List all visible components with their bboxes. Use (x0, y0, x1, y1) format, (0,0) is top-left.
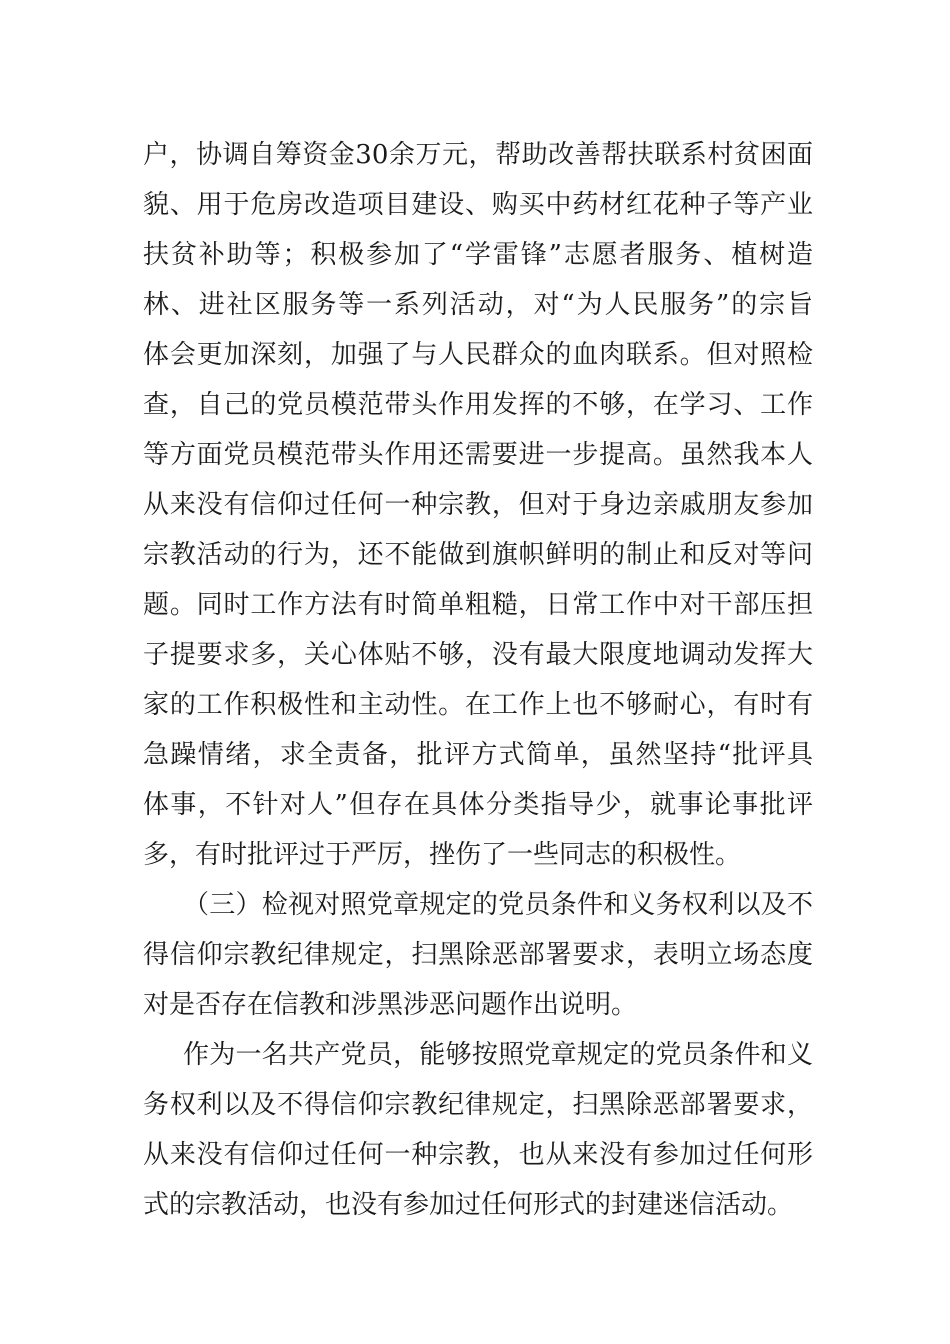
document-body (143, 130, 813, 1230)
text-line: 查，自己的党员模范带头作用发挥的不够，在学习、工作 (143, 390, 813, 420)
text-line: 多，有时批评过于严厉，挫伤了一些同志的积极性。 (143, 840, 742, 870)
text-line: 子提要求多，关心体贴不够，没有最大限度地调动发挥大 (143, 640, 813, 670)
text-line: 貌、用于危房改造项目建设、购买中药材红花种子等产业 (143, 190, 813, 220)
text-line: 式的宗教活动，也没有参加过任何形式的封建迷信活动。 (143, 1190, 794, 1220)
text-line: 体事，不针对人”但存在具体分类指导少，就事论事批评 (143, 790, 813, 820)
text-line: 等方面党员模范带头作用还需要进一步提高。虽然我本人 (143, 440, 813, 470)
text-line: 林、进社区服务等一系列活动，对“为人民服务”的宗旨 (143, 290, 813, 320)
text-line: 急躁情绪，求全责备，批评方式简单，虽然坚持“批评具 (143, 740, 813, 770)
text-line: 家的工作积极性和主动性。在工作上也不够耐心，有时有 (143, 690, 813, 720)
text-line: 从来没有信仰过任何一种宗教，也从来没有参加过任何形 (143, 1140, 813, 1170)
section-heading-line: 得信仰宗教纪律规定，扫黑除恶部署要求，表明立场态度 (143, 940, 813, 970)
text-line: 作为一名共产党员，能够按照党章规定的党员条件和义 (183, 1040, 813, 1070)
section-heading-line: （三）检视对照党章规定的党员条件和义务权利以及不 (183, 890, 813, 920)
text-line: 体会更加深刻，加强了与人民群众的血肉联系。但对照检 (143, 340, 813, 370)
text-line: 宗教活动的行为，还不能做到旗帜鲜明的制止和反对等问 (143, 540, 813, 570)
text-line: 扶贫补助等；积极参加了“学雷锋”志愿者服务、植树造 (143, 240, 813, 270)
text-line: 从来没有信仰过任何一种宗教，但对于身边亲戚朋友参加 (143, 490, 813, 520)
text-line: 题。同时工作方法有时简单粗糙，日常工作中对干部压担 (143, 590, 813, 620)
text-line: 户，协调自筹资金30余万元，帮助改善帮扶联系村贫困面 (143, 140, 813, 170)
section-heading-line: 对是否存在信教和涉黑涉恶问题作出说明。 (143, 990, 638, 1020)
text-line: 务权利以及不得信仰宗教纪律规定，扫黑除恶部署要求， (143, 1090, 813, 1120)
